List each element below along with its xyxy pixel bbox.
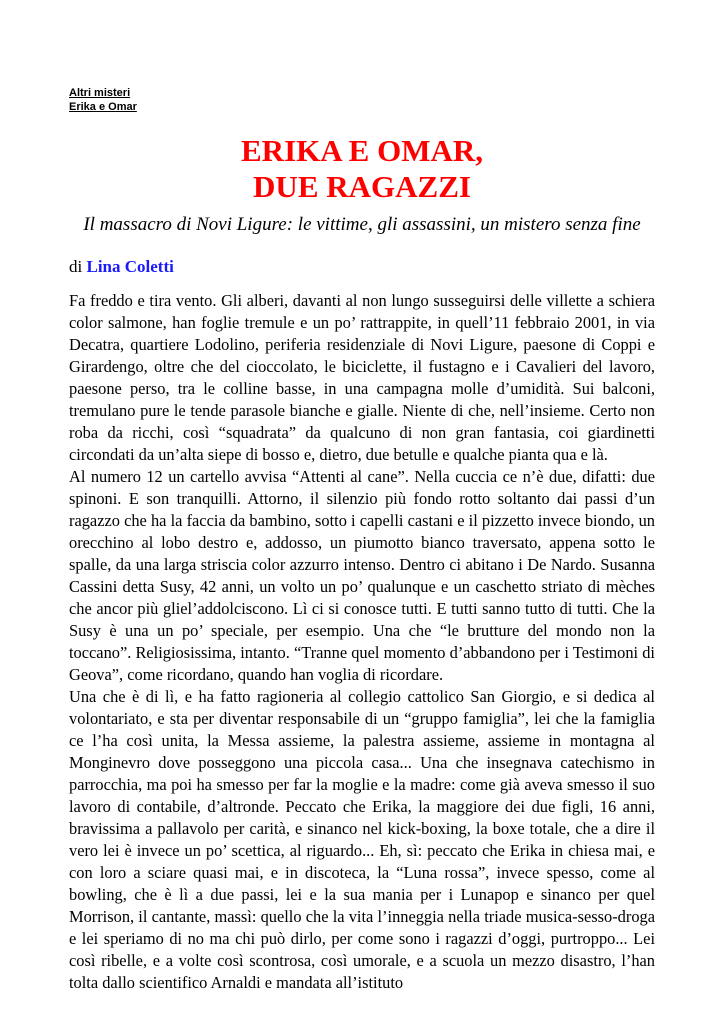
author-link[interactable]: Lina Coletti [86,257,174,276]
breadcrumb-link-altri-misteri[interactable]: Altri misteri [69,87,131,99]
subtitle: Il massacro di Novi Ligure: le vittime, gli assassini, un mistero senza fine [83,214,641,235]
byline [69,257,174,277]
breadcrumb-link-erika-e-omar[interactable]: Erika e Omar [69,101,137,113]
paragraph: Al numero 12 un cartello avvisa “Attenti al cane”. Nella cuccia ce n’è due, difatti: due spinoni. E son tranquilli. Attorno, il silenzio più fondo rotto soltanto dai passi d’un ragazzo che ha la faccia da bambino, sotto i capelli castani e il pizzetto invece biondo, un orecchino al lobo destro e, addosso, un piumotto bianco traversato, appena sotto le spalle, da una larga striscia color azzurro intenso. Dentro ci abitano i De Nardo. Susanna Cassini detta Susy, 42 anni, un volto un po’ qualunque e un caschetto striato di mèches che ancor più gliel’addolciscono. Lì ci si conosce tutti. E tutti sanno tutto di tutti. Che la Susy è una un po’ speciale, per esempio. Una che “le brutture del mondo non la toccano”. Religiosissima, intanto. “Tranne quel momento d’abbandono per i Testimoni di Geova”, come ricordano, quando han voglia di ricordare. [69,467,655,684]
breadcrumb [69,86,137,114]
paragraph: Una che è di lì, e ha fatto ragioneria al collegio cattolico San Giorgio, e si dedica al volontariato, e sta per diventar responsabile di un “gruppo famiglia”, lei che la famiglia ce l’ha così unita, la Messa assieme, la palestra assieme, assieme in montagna al Monginevro dove posseggono una piccola casa... Una che insegnava catechismo in parrocchia, ma poi ha smesso per far la moglie e la madre: come già aveva smesso il suo lavoro di contabile, d’altronde. Peccato che Erika, la maggiore dei due figli, 16 anni, bravissima a pallavolo per carità, e sinanco nel kick-boxing, la boxe totale, che a dire il vero lei è invece un po’ scettica, al riguardo... Eh, sì: peccato che Erika in chiesa mai, e con loro a sciare quasi mai, e in discoteca, la “Luna rossa”, invece spesso, come al bowling, che è lì a due passi, lei e la sua mania per i Lunapop e sinanco per quel Morrison, il cantante, massì: quello che la vita l’inneggia nella triade musica-sesso-droga e lei speriamo di no ma chi può dirlo, per come sono i ragazzi d’oggi, purtroppo... Lei così ribelle, e a volte così scontrosa, così umorale, e a scuola un mezzo disastro, l’han tolta dallo scientifico Arnaldi e mandata all’istituto [69,687,655,992]
page-title [0,133,724,205]
byline-prefix: di [69,257,87,276]
title-line-2: DUE RAGAZZI [253,169,471,204]
paragraph: Fa freddo e tira vento. Gli alberi, davanti al non lungo susseguirsi delle villette a schiera color salmone, han foglie tremule e un po’ rattrappite, in quell’11 febbraio 2001, in via Decatra, quartiere Lodolino, periferia residenziale di Novi Ligure, paesone di Coppi e Girardengo, oltre che del cioccolato, le biciclette, il fustagno e i Cavalieri del lavoro, paesone perso, tra le colline basse, in una campagna molle d’umidità. Sui balconi, tremulano pure le tende parasole bianche e gialle. Niente di che, nell’insieme. Certo non roba da ricchi, così “squadrata” da qualcuno di non gran fantasia, coi giardinetti circondati da un’alta siepe di bosso e, dietro, due betulle e qualche pianta qua e là. [69,291,655,464]
title-line-1: ERIKA E OMAR, [241,133,483,168]
article-body [69,290,655,994]
